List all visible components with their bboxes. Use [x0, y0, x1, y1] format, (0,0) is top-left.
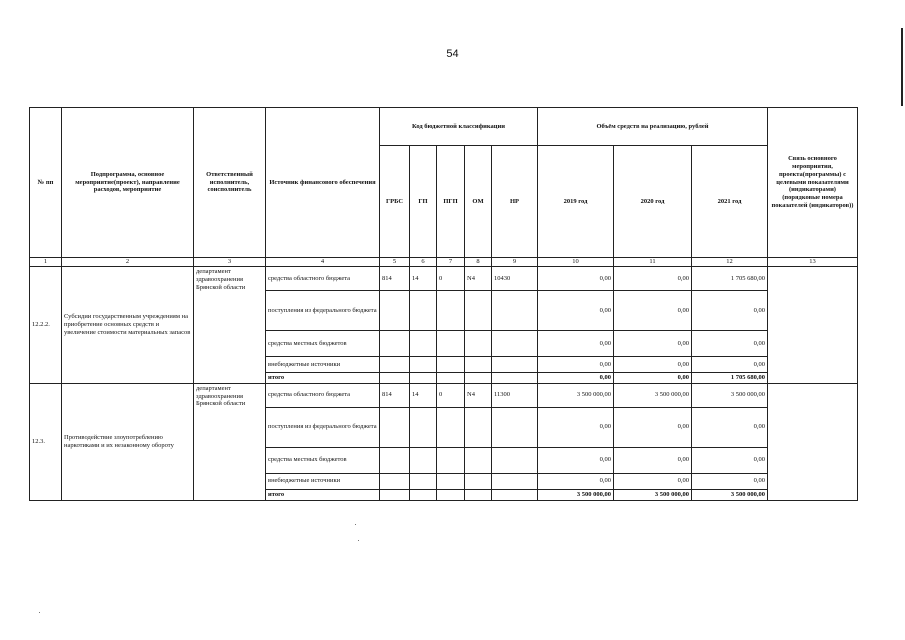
header-source: Источник финансового обеспечения [266, 108, 380, 258]
code-grbs [380, 373, 410, 384]
funding-source: итого [266, 373, 380, 384]
amount-2020: 0,00 [614, 473, 692, 489]
budget-table [29, 107, 858, 501]
amount-2019: 3 500 000,00 [538, 489, 614, 500]
code-gp: 14 [410, 267, 437, 291]
code-gp: 14 [410, 383, 437, 407]
code-gp [410, 473, 437, 489]
scan-speck [355, 524, 356, 525]
indicator-link-cell [768, 267, 858, 384]
code-om: N4 [465, 383, 492, 407]
code-grbs: 814 [380, 383, 410, 407]
funding-source: внебюджетные источники [266, 357, 380, 373]
code-pgp [437, 331, 465, 357]
code-pgp [437, 489, 465, 500]
amount-2020: 0,00 [614, 291, 692, 331]
code-grbs: 814 [380, 267, 410, 291]
table-row [30, 267, 858, 291]
amount-2021: 0,00 [692, 331, 768, 357]
amount-2019: 0,00 [538, 267, 614, 291]
code-grbs [380, 447, 410, 473]
code-np [492, 489, 538, 500]
code-om [465, 447, 492, 473]
amount-2020: 0,00 [614, 447, 692, 473]
amount-2019: 0,00 [538, 357, 614, 373]
amount-2020: 0,00 [614, 331, 692, 357]
column-number: 8 [465, 258, 492, 267]
amount-2021: 0,00 [692, 407, 768, 447]
code-om [465, 407, 492, 447]
code-gp [410, 447, 437, 473]
item-number: 12.3. [30, 383, 62, 500]
code-pgp: 0 [437, 383, 465, 407]
indicator-link-cell [768, 383, 858, 500]
code-grbs [380, 407, 410, 447]
amount-2021: 3 500 000,00 [692, 489, 768, 500]
code-om [465, 489, 492, 500]
code-om [465, 331, 492, 357]
amount-2020: 0,00 [614, 373, 692, 384]
code-np: 11300 [492, 383, 538, 407]
code-np [492, 373, 538, 384]
header-grbs: ГРБС [380, 146, 410, 258]
funding-source: поступления из федерального бюджета [266, 407, 380, 447]
amount-2021: 3 500 000,00 [692, 383, 768, 407]
funding-source: средства областного бюджета [266, 267, 380, 291]
amount-2019: 0,00 [538, 291, 614, 331]
code-om [465, 473, 492, 489]
amount-2021: 0,00 [692, 473, 768, 489]
amount-2021: 1 705 680,00 [692, 267, 768, 291]
funding-source: средства местных бюджетов [266, 447, 380, 473]
header-gp: ГП [410, 146, 437, 258]
header-volume-group: Объём средств на реализацию, рублей [538, 108, 768, 146]
column-number: 7 [437, 258, 465, 267]
column-number: 13 [768, 258, 858, 267]
item-name: Противодействие злоупотреблению наркотиками и их незаконному обороту [62, 383, 194, 500]
amount-2021: 1 705 680,00 [692, 373, 768, 384]
amount-2020: 0,00 [614, 407, 692, 447]
code-np [492, 331, 538, 357]
header-2021: 2021 год [692, 146, 768, 258]
item-name: Субсидии государственным учреждениям на приобретение основных средств и увеличение стоимости материальных запасов [62, 267, 194, 384]
code-pgp [437, 291, 465, 331]
amount-2020: 3 500 000,00 [614, 383, 692, 407]
amount-2019: 0,00 [538, 447, 614, 473]
scan-edge-line [901, 28, 903, 106]
header-link: Связь основного мероприятия, проекта(программы) с целевыми показателями (индикаторами) (порядковые номера показателей (индикаторов)) [768, 108, 858, 258]
header-2019: 2019 год [538, 146, 614, 258]
code-pgp [437, 447, 465, 473]
column-number: 2 [62, 258, 194, 267]
code-om [465, 357, 492, 373]
funding-source: средства областного бюджета [266, 383, 380, 407]
item-number: 12.2.2. [30, 267, 62, 384]
amount-2019: 0,00 [538, 373, 614, 384]
header-2020: 2020 год [614, 146, 692, 258]
code-grbs [380, 291, 410, 331]
header-num: № пп [30, 108, 62, 258]
code-om: N4 [465, 267, 492, 291]
table-row [30, 383, 858, 407]
amount-2019: 0,00 [538, 473, 614, 489]
header-name: Подпрограмма, основное мероприятие(проект), направление расходов, мероприятие [62, 108, 194, 258]
column-number: 5 [380, 258, 410, 267]
code-om [465, 373, 492, 384]
scan-speck [358, 540, 359, 541]
header-budget-code-group: Код бюджетной классификации [380, 108, 538, 146]
column-number: 11 [614, 258, 692, 267]
code-np [492, 473, 538, 489]
scan-speck [39, 612, 40, 613]
amount-2019: 3 500 000,00 [538, 383, 614, 407]
code-grbs [380, 489, 410, 500]
column-number: 4 [266, 258, 380, 267]
code-np [492, 407, 538, 447]
code-np [492, 291, 538, 331]
header-pgp: ПГП [437, 146, 465, 258]
code-pgp [437, 373, 465, 384]
code-pgp [437, 357, 465, 373]
amount-2020: 0,00 [614, 357, 692, 373]
code-grbs [380, 331, 410, 357]
column-number: 1 [30, 258, 62, 267]
code-gp [410, 331, 437, 357]
code-om [465, 291, 492, 331]
code-np: 10430 [492, 267, 538, 291]
funding-source: поступления из федерального бюджета [266, 291, 380, 331]
page-number: 54 [446, 48, 459, 60]
funding-source: средства местных бюджетов [266, 331, 380, 357]
amount-2021: 0,00 [692, 447, 768, 473]
code-gp [410, 407, 437, 447]
responsible-executor: департамент здравоохранения Брянской области [194, 267, 266, 384]
code-np [492, 447, 538, 473]
header-responsible: Ответственный исполнитель, соисполнитель [194, 108, 266, 258]
amount-2021: 0,00 [692, 357, 768, 373]
header-row [30, 108, 858, 146]
column-number: 12 [692, 258, 768, 267]
code-gp [410, 357, 437, 373]
amount-2020: 0,00 [614, 267, 692, 291]
code-gp [410, 373, 437, 384]
code-gp [410, 489, 437, 500]
responsible-executor: департамент здравоохранения Брянской области [194, 383, 266, 500]
code-pgp [437, 407, 465, 447]
column-number-row [30, 258, 858, 267]
column-number: 10 [538, 258, 614, 267]
funding-source: итого [266, 489, 380, 500]
code-pgp: 0 [437, 267, 465, 291]
code-grbs [380, 473, 410, 489]
code-np [492, 357, 538, 373]
column-number: 9 [492, 258, 538, 267]
amount-2019: 0,00 [538, 407, 614, 447]
column-number: 6 [410, 258, 437, 267]
code-grbs [380, 357, 410, 373]
column-number: 3 [194, 258, 266, 267]
amount-2020: 3 500 000,00 [614, 489, 692, 500]
code-pgp [437, 473, 465, 489]
amount-2019: 0,00 [538, 331, 614, 357]
header-om: ОМ [465, 146, 492, 258]
funding-source: внебюджетные источники [266, 473, 380, 489]
header-np: НР [492, 146, 538, 258]
code-gp [410, 291, 437, 331]
amount-2021: 0,00 [692, 291, 768, 331]
